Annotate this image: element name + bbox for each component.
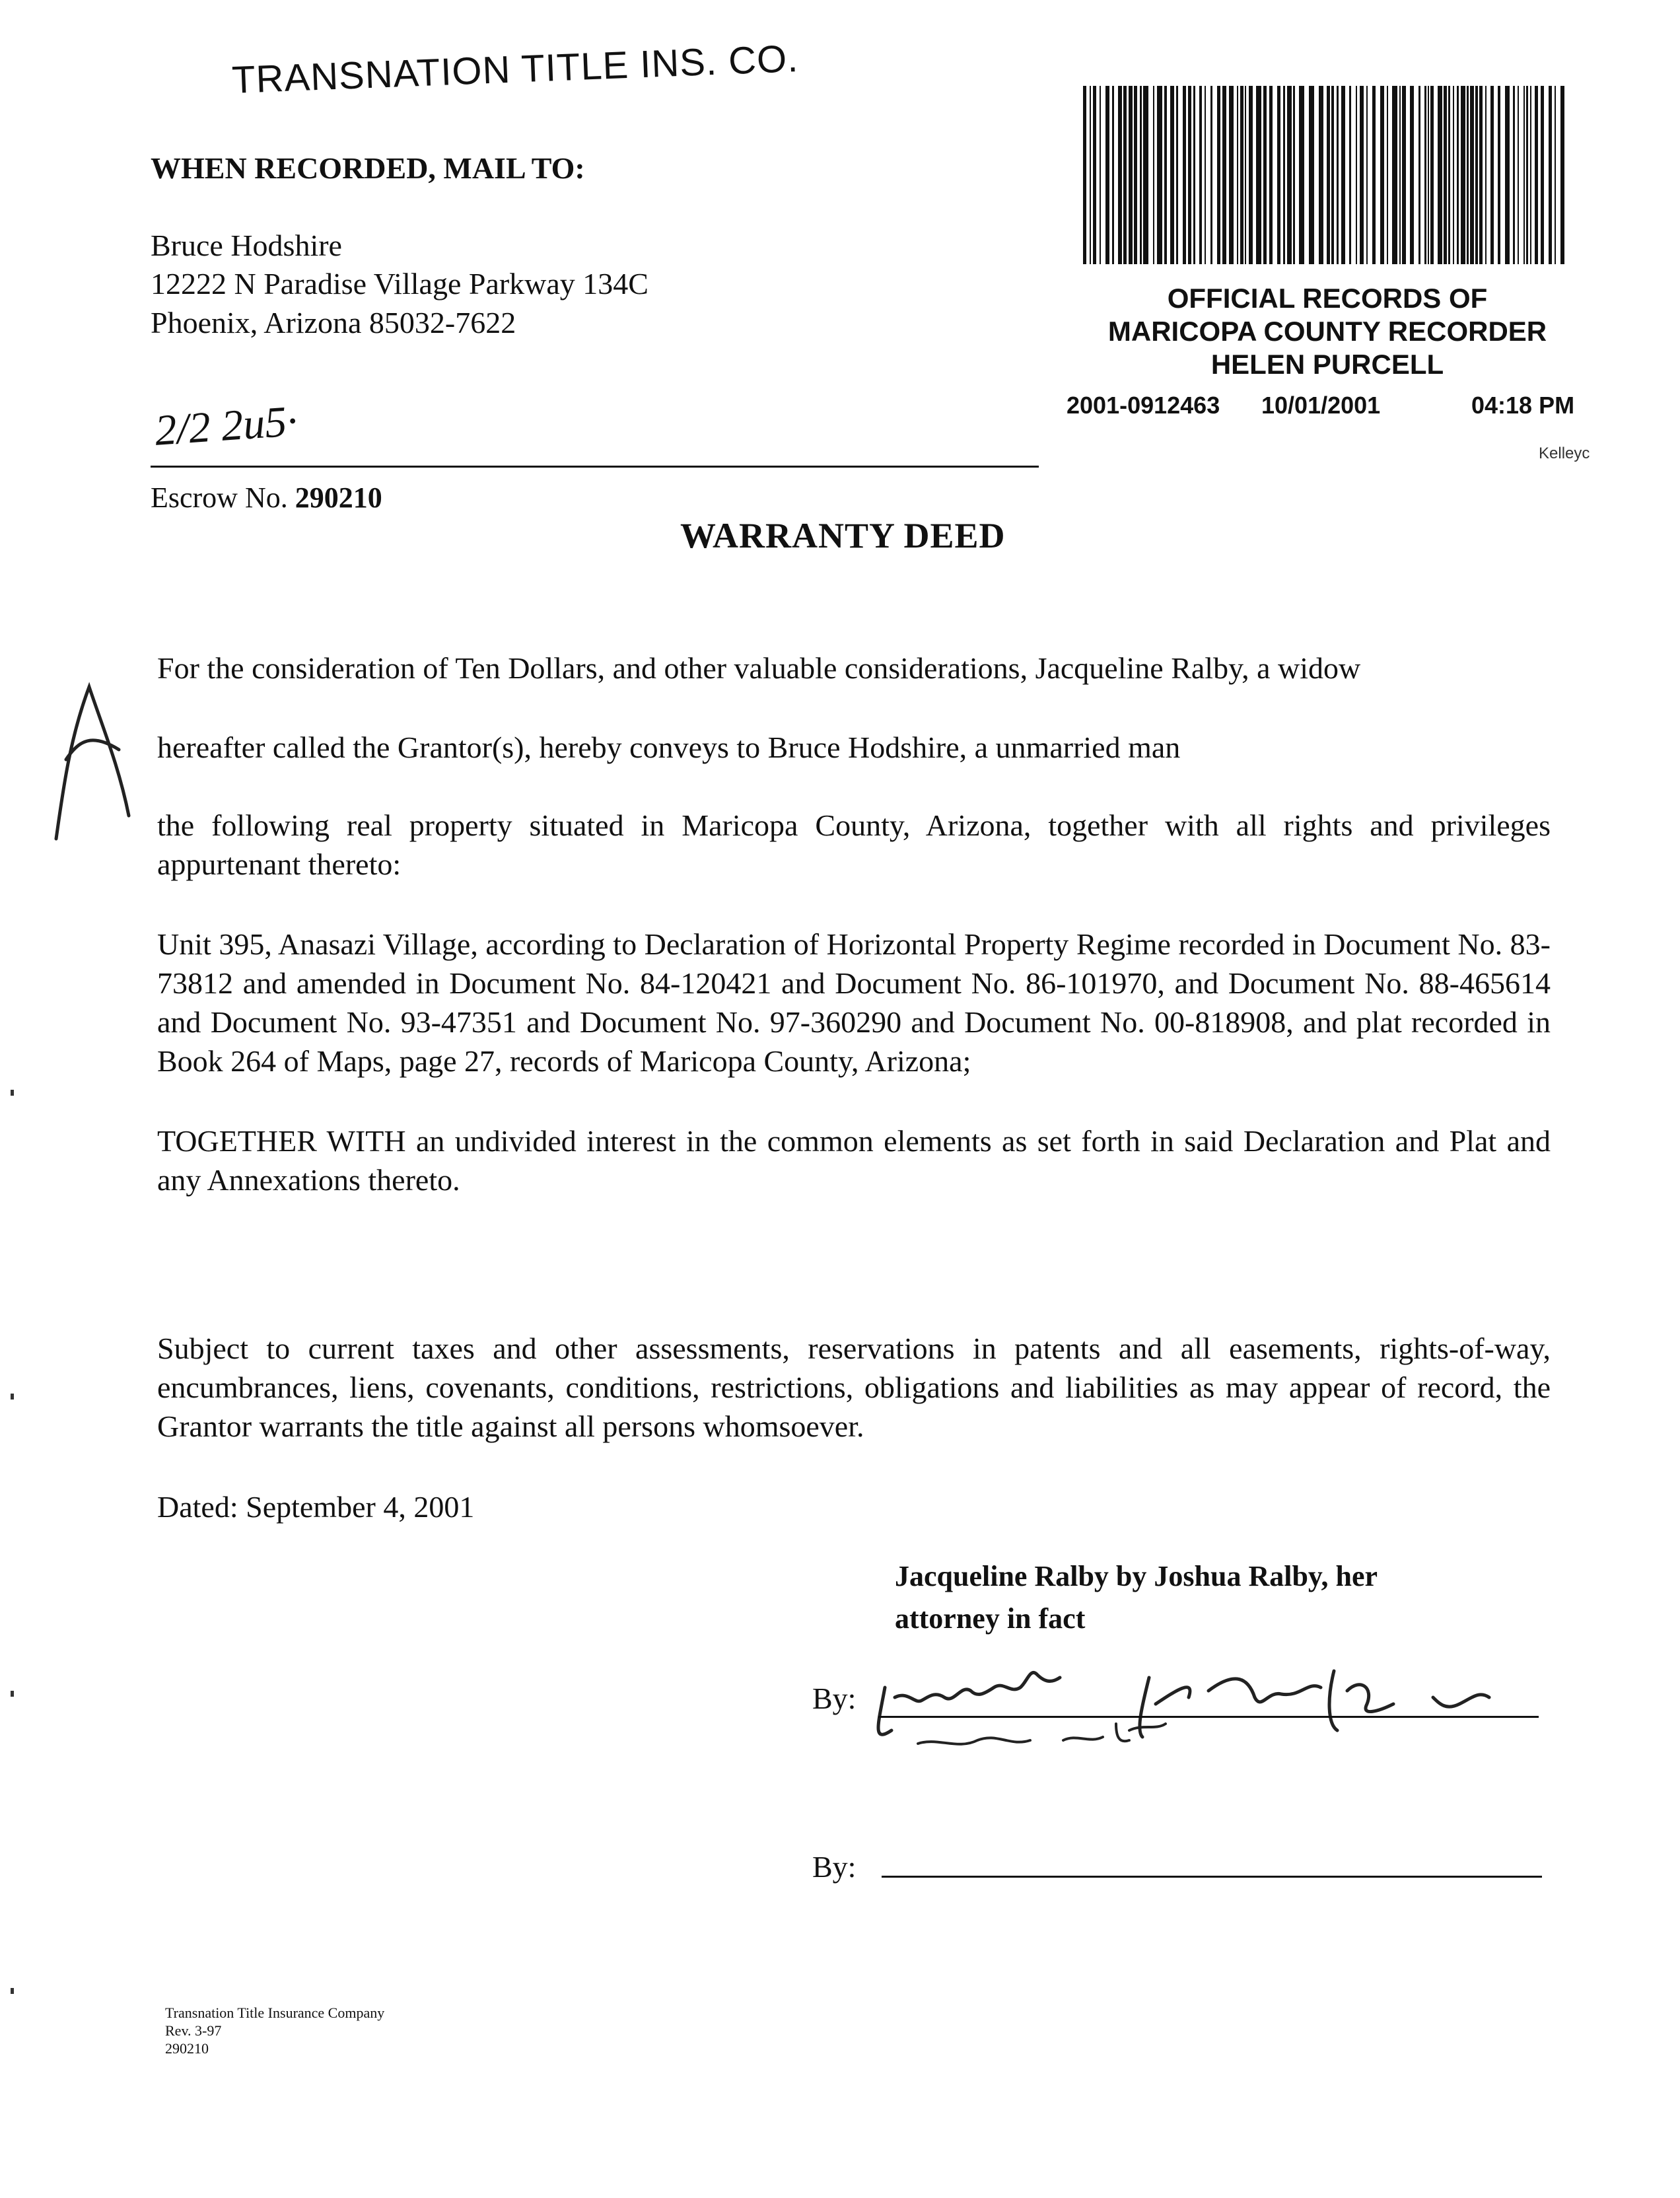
barcode-bar — [1293, 86, 1295, 264]
barcode-bar — [1485, 86, 1487, 264]
barcode-bar — [1526, 86, 1528, 264]
together-with-paragraph: TOGETHER WITH an undivided interest in the common elements as set forth in said Declaration and Plat and any Annexations thereto. — [157, 1124, 1551, 1197]
grantee-line: hereafter called the Grantor(s), hereby conveys to Bruce Hodshire, a unmarried man — [157, 730, 1181, 764]
mail-to-city: Phoenix, Arizona 85032-7622 — [151, 306, 516, 339]
barcode-bar — [1387, 86, 1388, 264]
recording-date: 10/01/2001 — [1261, 392, 1381, 419]
footer-number: 290210 — [165, 2040, 209, 2057]
barcode-bar — [1410, 86, 1414, 264]
escrow-label: Escrow No. — [151, 481, 288, 514]
barcode-bar — [1240, 86, 1243, 264]
barcode-bar — [1188, 86, 1191, 264]
barcode-bar — [1418, 86, 1420, 264]
recorder-line-1: OFFICIAL RECORDS OF — [1167, 283, 1488, 314]
barcode-bar — [1331, 86, 1334, 264]
barcode-bar — [1112, 86, 1114, 264]
barcode-bar — [1428, 86, 1429, 264]
barcode-bar — [1475, 86, 1478, 264]
margin-initial-mark — [40, 674, 139, 845]
property-paragraph: the following real property situated in Maricopa County, Arizona, together with all rights and privileges appurtenant thereto: — [157, 808, 1551, 881]
recorder-line-3: HELEN PURCELL — [1210, 349, 1444, 380]
barcode-bar — [1123, 86, 1127, 264]
barcode-bar — [1337, 86, 1339, 264]
scan-speck — [11, 1394, 14, 1400]
signature-line-2 — [882, 1876, 1542, 1878]
barcode-bar — [1309, 86, 1314, 264]
barcode-bar — [1183, 86, 1186, 264]
recording-doc-number: 2001-0912463 — [1067, 392, 1220, 419]
barcode-bar — [1277, 86, 1280, 264]
barcode-bar — [1283, 86, 1285, 264]
signature-block: Jacqueline Ralby by Joshua Ralby, her attorney in fact — [895, 1560, 1378, 1635]
barcode-bar — [1424, 86, 1426, 264]
escrow-value: 290210 — [295, 481, 382, 514]
barcode-bar — [1505, 86, 1510, 264]
barcode-bar — [1134, 86, 1137, 264]
barcode-bar — [1245, 86, 1246, 264]
barcode-bar — [1549, 86, 1552, 264]
barcode-bar — [1299, 86, 1304, 264]
barcode-bar — [1140, 86, 1142, 264]
barcode-bar — [1287, 86, 1292, 264]
barcode-bar — [1153, 86, 1154, 264]
barcode-bar — [1402, 86, 1406, 264]
scan-speck — [11, 1090, 14, 1096]
barcode-bar — [1349, 86, 1351, 264]
barcode-bar — [1199, 86, 1202, 264]
recording-time: 04:18 PM — [1471, 392, 1575, 419]
barcode-bar — [1372, 86, 1376, 264]
barcode-bar — [1448, 86, 1450, 264]
handwritten-note: 2/2 2u5· — [153, 396, 299, 455]
barcode-bar — [1083, 86, 1086, 264]
signature-scribble — [865, 1651, 1565, 1757]
barcode-bar — [1467, 86, 1469, 264]
signature-line-1 — [878, 1716, 1539, 1718]
scan-speck — [11, 1988, 14, 1994]
mail-to-name: Bruce Hodshire — [151, 229, 342, 262]
barcode-bar — [1470, 86, 1474, 264]
barcode-bar — [1229, 86, 1234, 264]
barcode-bar — [1541, 86, 1544, 264]
barcode-bar — [1256, 86, 1261, 264]
scan-speck — [11, 1691, 14, 1697]
barcode-bar — [1444, 86, 1447, 264]
escrow-rule — [151, 466, 1039, 468]
barcode-bar — [1105, 86, 1109, 264]
barcode-bar — [1380, 86, 1384, 264]
escrow-number — [151, 481, 382, 514]
barcode-bar — [1143, 86, 1148, 264]
barcode-bar — [1555, 86, 1556, 264]
barcode-bar — [1319, 86, 1323, 264]
barcode-bar — [1523, 86, 1525, 264]
barcode-bar — [1327, 86, 1330, 264]
recording-barcode — [1083, 86, 1572, 264]
by-label-1: By: — [812, 1682, 857, 1715]
by-label-2: By: — [812, 1850, 857, 1884]
barcode-bar — [1360, 86, 1364, 264]
mail-to-street: 12222 N Paradise Village Parkway 134C — [151, 267, 648, 301]
barcode-bar — [1269, 86, 1273, 264]
barcode-bar — [1535, 86, 1538, 264]
barcode-bar — [1222, 86, 1226, 264]
barcode-bar — [1461, 86, 1465, 264]
barcode-bar — [1490, 86, 1494, 264]
recording-clerk: Kelleyc — [1539, 444, 1590, 462]
grantor-line: For the consideration of Ten Dollars, and other valuable considerations, Jacqueline Ralby, a widow — [157, 651, 1361, 685]
mail-to-heading: WHEN RECORDED, MAIL TO: — [151, 151, 585, 185]
barcode-bar — [1157, 86, 1162, 264]
barcode-bar — [1210, 86, 1212, 264]
barcode-bar — [1366, 86, 1368, 264]
barcode-bar — [1356, 86, 1357, 264]
barcode-bar — [1479, 86, 1483, 264]
title-company-stamp: TRANSNATION TITLE INS. CO. — [231, 37, 800, 102]
barcode-bar — [1170, 86, 1174, 264]
barcode-bar — [1513, 86, 1515, 264]
barcode-bar — [1090, 86, 1091, 264]
subject-to-paragraph: Subject to current taxes and other assessments, reservations in patents and all easements, rights-of-way, encumbrances, liens, covenants, conditions, restrictions, obligations and liabilities as may appear of record, the Grantor warrants the title against all persons whomsoever. — [157, 1331, 1551, 1443]
barcode-bar — [1118, 86, 1122, 264]
barcode-bar — [1205, 86, 1206, 264]
barcode-bar — [1341, 86, 1345, 264]
barcode-bar — [1217, 86, 1220, 264]
footer-revision: Rev. 3-97 — [165, 2022, 222, 2039]
legal-description-paragraph: Unit 395, Anasazi Village, according to Declaration of Horizontal Property Regime recorded in Document No. 83-73812 and amended in Document No. 84-120421 and Document No. 86-101970, and Document No. 88-465614 and Document No. 93-47351 and Document No. 97-360290 and Document No. 00-818908, and plat recorded in Book 264 of Maps, page 27, records of Maricopa County, Arizona; — [157, 927, 1551, 1078]
barcode-bar — [1438, 86, 1442, 264]
dated-line: Dated: September 4, 2001 — [157, 1490, 475, 1524]
barcode-bar — [1100, 86, 1101, 264]
barcode-bar — [1399, 86, 1401, 264]
barcode-bar — [1263, 86, 1267, 264]
barcode-bar — [1249, 86, 1253, 264]
barcode-bar — [1093, 86, 1096, 264]
barcode-bar — [1498, 86, 1500, 264]
barcode-bar — [1129, 86, 1133, 264]
footer-company: Transnation Title Insurance Company — [165, 2004, 385, 2021]
barcode-bar — [1164, 86, 1167, 264]
barcode-bar — [1453, 86, 1454, 264]
barcode-bar — [1392, 86, 1397, 264]
recorder-line-2: MARICOPA COUNTY RECORDER — [1107, 316, 1547, 347]
barcode-bar — [1193, 86, 1195, 264]
barcode-bar — [1430, 86, 1434, 264]
barcode-bar — [1176, 86, 1178, 264]
barcode-bar — [1237, 86, 1238, 264]
barcode-bar — [1518, 86, 1519, 264]
barcode-bar — [1457, 86, 1459, 264]
document-title: WARRANTY DEED — [680, 516, 1006, 555]
barcode-bar — [1530, 86, 1531, 264]
barcode-bar — [1560, 86, 1564, 264]
